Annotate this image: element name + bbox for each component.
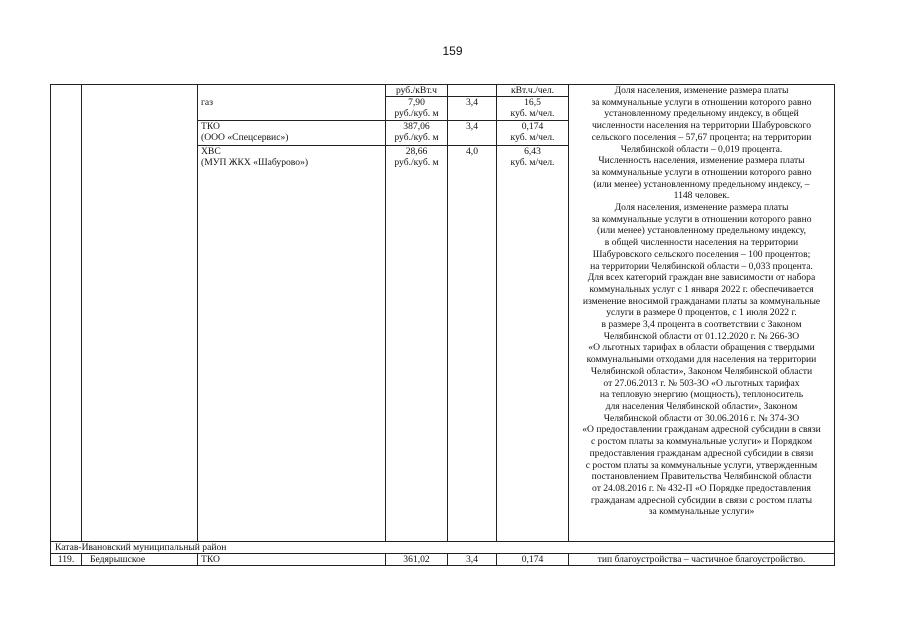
description-line: за коммунальные услуги в отношении которого равно xyxy=(591,166,812,178)
description-line: Челябинской области от 01.12.2020 г. № 266-ЗО xyxy=(603,330,800,342)
description-line: коммунальными отходами для населения на территории xyxy=(586,354,817,366)
description-line: (или менее) установленному предельному индексу, – xyxy=(593,178,810,190)
description-line: постановлением Правительства Челябинской области xyxy=(591,471,812,483)
tariff-value: 387,06 xyxy=(403,121,430,132)
description-line: установленному предельному индексу, в общей xyxy=(604,108,799,120)
description-text: тип благоустройства – частичное благоустройство. xyxy=(597,554,806,565)
description-line: Шабуровского сельского поселения – 100 процентов; xyxy=(592,248,811,260)
description-line: с ростом платы за коммунальные услуги, утвержденным xyxy=(585,459,818,471)
norm-value: 0,174 xyxy=(521,554,544,565)
service-provider: (МУП ЖКХ «Шабурово») xyxy=(201,157,309,168)
norm-unit: куб. м/чел. xyxy=(510,108,555,119)
tariff-unit: руб./кВт.ч xyxy=(395,85,438,96)
description-line: сельского поселения – 57,67 процента; на территории xyxy=(591,131,812,143)
description-line: коммунальных услуг с 1 января 2022 г. обеспечивается xyxy=(589,283,814,295)
description-line: от 24.08.2016 г. № 432-П «О Порядке предоставления xyxy=(592,482,811,494)
description-line: за коммунальные услуги» xyxy=(648,506,755,518)
norm-unit: куб. м/чел. xyxy=(510,132,555,143)
tariff-value: 7,90 xyxy=(408,97,425,108)
index-value: 3,4 xyxy=(466,554,478,565)
description-line: (или менее) установленному предельному индексу, xyxy=(597,225,806,237)
description-line: для населения Челябинской области», Законом xyxy=(605,400,798,412)
table-right-border xyxy=(834,84,835,566)
description-line: Челябинской области – 0,019 процента. xyxy=(620,143,783,155)
description-line: услуги в размере 0 процентов, с 1 июля 2022 г. xyxy=(606,307,797,319)
norm-value: 0,174 xyxy=(521,121,544,132)
description-line: на тепловую энергию (мощность), теплоноситель xyxy=(599,389,804,401)
district-header: Катав-Ивановский муниципальный район xyxy=(55,542,227,553)
description-line: Для всех категорий граждан вне зависимости от набора xyxy=(587,272,816,284)
service-name: ТКО xyxy=(201,121,220,132)
service-name: ТКО xyxy=(201,554,220,565)
description-text xyxy=(569,85,834,518)
page-number: 159 xyxy=(442,44,463,58)
norm-value: 6,43 xyxy=(524,146,541,157)
description-line: Челябинской области», Законом Челябинской области xyxy=(590,365,813,377)
service-name: ХВС xyxy=(201,146,221,157)
description-line: в размере 3,4 процента в соответствии с Законом xyxy=(601,319,802,331)
description-line: изменение вносимой гражданами платы за коммунальные xyxy=(582,295,821,307)
description-line: в общей численности населения на территории xyxy=(604,237,799,249)
description-line: «О предоставлении гражданам адресной субсидии в связи xyxy=(582,424,821,436)
column-divider xyxy=(81,553,82,566)
service-provider: (ООО «Спецсервис») xyxy=(201,132,289,143)
tariff-unit: руб./куб. м xyxy=(394,108,439,119)
description-line: Численность населения, изменение размера платы xyxy=(598,155,805,167)
index-value: 4,0 xyxy=(466,146,478,157)
description-line: численности населения на территории Шабуровского xyxy=(591,120,812,132)
description-line: на территории Челябинской области – 0,033 процента. xyxy=(590,260,813,272)
description-line: Челябинской области от 30.06.2016 г. № 374-ЗО xyxy=(603,412,800,424)
service-name: газ xyxy=(201,97,213,108)
tariff-unit: руб./куб. м xyxy=(394,157,439,168)
table-left-border xyxy=(50,84,51,566)
column-divider xyxy=(197,84,198,542)
norm-unit: куб. м/чел. xyxy=(510,157,555,168)
description-line: за коммунальные услуги в отношении которого равно xyxy=(591,213,812,225)
settlement-name: Бедярышское xyxy=(90,554,146,565)
description-line: предоставления гражданам адресной субсидии в связи xyxy=(589,447,814,459)
column-divider xyxy=(81,84,82,542)
norm-value: 16,5 xyxy=(524,97,541,108)
tariff-unit: руб./куб. м xyxy=(394,132,439,143)
description-line: от 27.06.2013 г. № 503-ЗО «О льготных тарифах xyxy=(603,377,800,389)
description-line: Доля населения, изменение размера платы xyxy=(614,85,789,96)
tariff-value: 361,02 xyxy=(403,554,430,565)
norm-unit: кВт.ч./чел. xyxy=(510,85,555,96)
description-line: Доля населения, изменение размера платы xyxy=(614,202,789,214)
column-divider xyxy=(197,553,198,566)
index-value: 3,4 xyxy=(466,121,478,132)
description-line: с ростом платы за коммунальные услуги» и Порядком xyxy=(590,436,813,448)
tariff-value: 28,66 xyxy=(405,146,428,157)
description-line: за коммунальные услуги в отношении которого равно xyxy=(591,96,812,108)
row-number: 119. xyxy=(57,554,75,565)
description-line: 1148 человек. xyxy=(673,190,730,202)
index-value: 3,4 xyxy=(466,97,478,108)
description-line: гражданам адресной субсидии в связи с ростом платы xyxy=(590,494,813,506)
description-line: «О льготных тарифах в области обращения с твердыми xyxy=(588,342,815,354)
